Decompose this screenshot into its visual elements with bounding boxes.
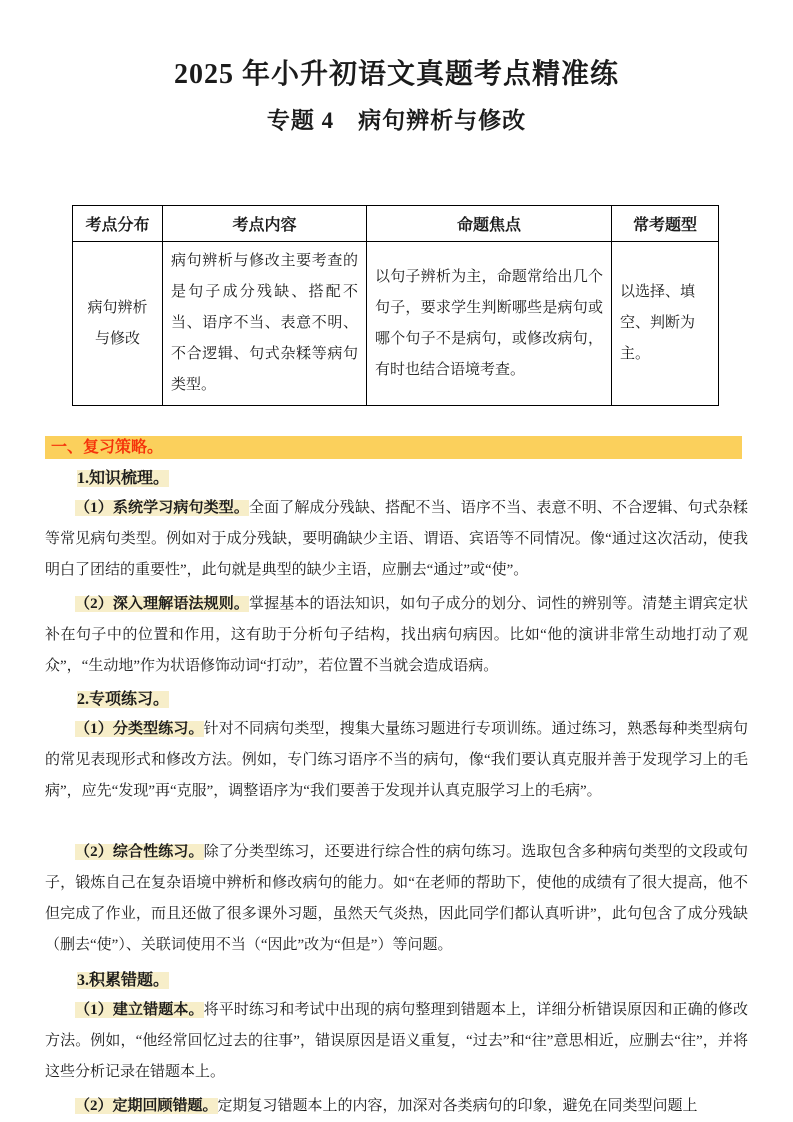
subsection-heading-knowledge: 1.知识梳理。 [77, 470, 170, 487]
exam-points-table [72, 205, 719, 406]
table-header-types: 常考题型 [612, 206, 719, 242]
paragraph-lead: （2）深入理解语法规则。 [75, 596, 249, 612]
table-cell-distribution [73, 242, 163, 406]
paragraph-body: 针对不同病句类型，搜集大量练习题进行专项训练。通过练习，熟悉每种类型病句的常见表现形式和修改方法。例如，专门练习语序不当的病句，像“我们要认真克服并善于发现学习上的毛病”，应先“发现”再“克服”，调整语序为“我们要善于发现并认真克服学习上的毛病”。 [45, 721, 748, 799]
paragraph-error-notebook [45, 995, 748, 1088]
subsection-heading-special-practice: 2.专项练习。 [77, 691, 170, 708]
paragraph-comprehensive-practice [45, 837, 748, 961]
section-bar-review-strategy [45, 436, 742, 459]
paragraph-body: 掌握基本的语法知识，如句子成分的划分、词性的辨别等。清楚主谓宾定状补在句子中的位置和作用，这有助于分析句子结构，找出病句病因。比如“他的演讲非常生动地打动了观众”，“生动地”作为状语修饰动词“打动”，若位置不当就会造成语病。 [45, 596, 748, 674]
table-header-distribution: 考点分布 [73, 206, 163, 242]
paragraph-categorized-practice [45, 714, 748, 807]
table-header-row [73, 206, 719, 242]
paragraph-systematic-study [45, 493, 748, 586]
paragraph-body: 将平时练习和考试中出现的病句整理到错题本上，详细分析错误原因和正确的修改方法。例如，“他经常回忆过去的往事”，错误原因是语义重复，“过去”和“往”意思相近，应删去“往”，并将这些分析记录在错题本上。 [45, 1002, 748, 1080]
paragraph-lead: （1）分类型练习。 [75, 721, 204, 737]
table-header-content: 考点内容 [163, 206, 367, 242]
table-row [73, 242, 719, 406]
paragraph-body: 除了分类型练习，还要进行综合性的病句练习。选取包含多种病句类型的文段或句子，锻炼自己在复杂语境中辨析和修改病句的能力。如“在老师的帮助下，使他的成绩有了很大提高，他不但完成了作业，而且还做了很多课外习题，虽然天气炎热，因此同学们都认真听讲”，此句包含了成分残缺（删去“使”）、关联词使用不当（“因此”改为“但是”）等问题。 [45, 844, 748, 953]
table-cell-content: 病句辨析与修改主要考查的是句子成分残缺、搭配不当、语序不当、表意不明、不合逻辑、句式杂糅等病句类型。 [163, 242, 367, 406]
paragraph-lead: （1）建立错题本。 [75, 1002, 204, 1018]
distribution-text: 病句辨析与修改 [87, 299, 148, 347]
paragraph-review-errors [45, 1091, 748, 1122]
paragraph-body: 定期复习错题本上的内容，加深对各类病句的印象，避免在同类型问题上 [217, 1098, 698, 1114]
table-cell-types: 以选择、填空、判断为主。 [612, 242, 719, 406]
subsection-heading-error-collection: 3.积累错题。 [77, 972, 170, 989]
table-header-focus: 命题焦点 [367, 206, 612, 242]
section-bar-label: 一、复习策略。 [51, 439, 164, 456]
table-cell-focus: 以句子辨析为主，命题常给出几个句子，要求学生判断哪些是病句或哪个句子不是病句，或修改病句，有时也结合语境考查。 [367, 242, 612, 406]
document-title: 2025 年小升初语文真题考点精准练 [173, 59, 619, 90]
paragraph-lead: （2）综合性练习。 [75, 844, 204, 860]
document-subtitle: 专题 4 病句辨析与修改 [266, 108, 527, 133]
paragraph-grammar-rules [45, 589, 748, 682]
paragraph-lead: （2）定期回顾错题。 [75, 1098, 218, 1114]
paragraph-body: 全面了解成分残缺、搭配不当、语序不当、表意不明、不合逻辑、句式杂糅等常见病句类型。例如对于成分残缺，要明确缺少主语、谓语、宾语等不同情况。像“通过这次活动，使我明白了团结的重要性”，此句就是典型的缺少主语，应删去“通过”或“使”。 [45, 500, 748, 578]
paragraph-lead: （1）系统学习病句类型。 [75, 500, 249, 516]
